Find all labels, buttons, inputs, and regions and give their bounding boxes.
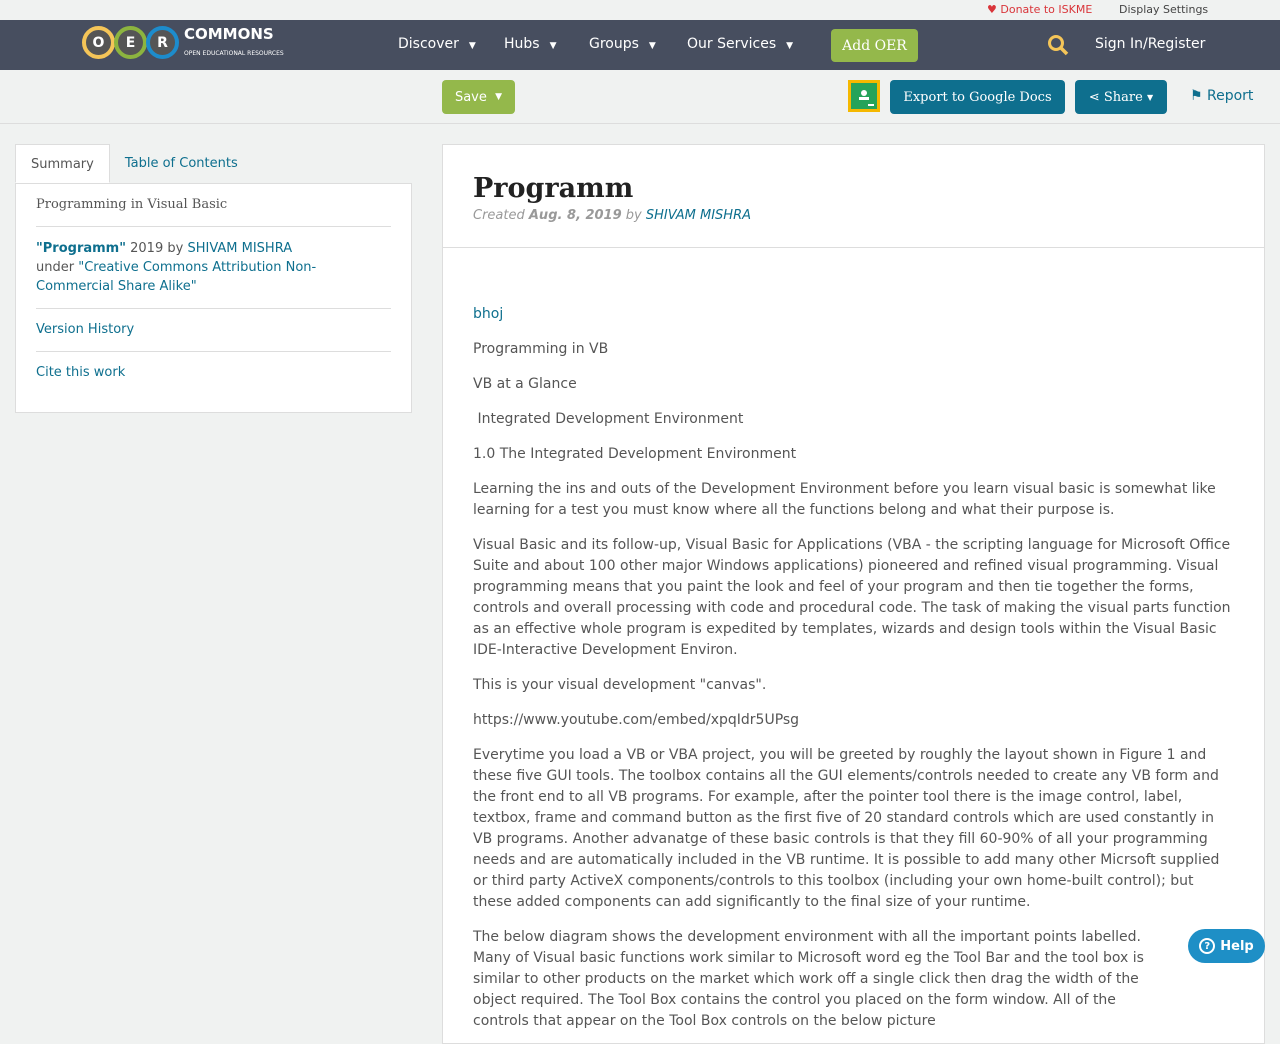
add-oer-button[interactable]: Add OER [831, 29, 918, 62]
attribution [36, 227, 391, 309]
content-body [443, 248, 1264, 1032]
share-icon: ⋖ [1088, 89, 1100, 105]
year-text: 2019 by [130, 241, 184, 256]
logo-title: COMMONS [184, 25, 274, 43]
donate-link[interactable] [987, 3, 1092, 16]
author-link[interactable]: SHIVAM MISHRA [187, 241, 293, 256]
donate-label: Donate to ISKME [1000, 3, 1093, 16]
help-button[interactable] [1188, 929, 1265, 963]
chevron-down-icon: ▼ [648, 41, 656, 51]
main-nav [0, 20, 1280, 70]
cite-link[interactable]: Cite this work [36, 365, 126, 380]
sidebar-tabs [15, 144, 253, 183]
paragraph: Visual Basic and its follow-up, Visual Basic for Applications (VBA - the scripting language for Microsoft Office Suite and about 100 other major Windows applications) pioneered and refined visual programming. Visual programming means that you paint the look and feel of your program and then tie together the forms, controls and overall processing with code and procedural code. The task of making the visual parts function as an effective whole program is expedited by templates, wizards and design tools within the Visual Basic IDE-Interactive Development Environ. [473, 537, 1231, 658]
nav-discover[interactable] [398, 36, 476, 52]
video-url: https://www.youtube.com/embed/xpqIdr5UPsg [473, 712, 800, 728]
share-button[interactable] [1075, 80, 1167, 114]
report-label: Report [1207, 88, 1254, 104]
nav-label: Hubs [504, 36, 540, 52]
logo-e: E [114, 26, 147, 59]
by-label: by [625, 208, 642, 223]
caret-down-icon: ▼ [495, 92, 503, 102]
question-icon: ? [1199, 938, 1215, 954]
paragraph: Learning the ins and outs of the Development Environment before you learn visual basic is somewhat like learning for a test you must know where all the functions belong and what their purpose is. [473, 481, 1216, 518]
version-history-section [36, 309, 391, 352]
paragraph: 1.0 The Integrated Development Environment [473, 446, 797, 462]
resource-title-link[interactable]: "Programm" [36, 241, 126, 256]
chevron-down-icon: ▼ [549, 41, 557, 51]
share-label: Share [1103, 89, 1143, 105]
save-button[interactable] [442, 80, 515, 114]
paragraph: VB at a Glance [473, 376, 577, 392]
tab-table-of-contents[interactable]: Table of Contents [124, 156, 238, 171]
chevron-down-icon: ▼ [468, 41, 476, 51]
page-title: Programm [473, 173, 634, 204]
nav-label: Our Services [687, 36, 777, 52]
save-label: Save [454, 89, 487, 105]
logo-r: R [146, 26, 179, 59]
summary-panel [15, 183, 412, 413]
nav-hubs[interactable] [504, 36, 557, 52]
paragraph: This is your visual development "canvas". [473, 677, 767, 693]
summary-text: Programming in Visual Basic [36, 184, 391, 227]
export-google-docs-button[interactable]: Export to Google Docs [890, 80, 1065, 114]
logo-subtitle: OPEN EDUCATIONAL RESOURCES [184, 50, 284, 57]
resource-header [443, 145, 1264, 248]
oer-commons-logo[interactable] [82, 26, 284, 59]
version-history-link[interactable]: Version History [36, 322, 135, 337]
help-label: Help [1220, 938, 1254, 954]
paragraph: The below diagram shows the development environment with all the important points labelled. Many of Visual basic functions work similar to Microsoft word eg the Tool Bar and the tool box is similar to other products on the market which work off a single click then drag the width of the object required. The Tool Box contains the control you placed on the form window. All of the controls that appear on the Tool Box controls on the below picture [473, 929, 1144, 1029]
chevron-down-icon: ▼ [786, 41, 794, 51]
resource-content [442, 144, 1265, 1044]
cite-section [36, 352, 391, 394]
resource-toolbar [0, 70, 1280, 124]
search-icon[interactable] [1047, 34, 1069, 56]
author-link[interactable]: SHIVAM MISHRA [645, 208, 752, 223]
heart-icon: ♥ [987, 3, 997, 16]
paragraph: Integrated Development Environment [473, 411, 744, 427]
sign-in-link[interactable]: Sign In/Register [1095, 36, 1206, 52]
report-link[interactable] [1190, 88, 1253, 104]
display-settings-link[interactable]: Display Settings [1119, 3, 1209, 16]
license-link[interactable]: "Creative Commons Attribution Non-Commercial Share Alike" [36, 260, 317, 294]
logo-o: O [82, 26, 115, 59]
flag-icon: ⚑ [1190, 88, 1203, 104]
nav-label: Discover [398, 36, 459, 52]
created-date: Aug. 8, 2019 [528, 208, 622, 223]
nav-groups[interactable] [589, 36, 656, 52]
paragraph: Programming in VB [473, 341, 609, 357]
paragraph: Everytime you load a VB or VBA project, you will be greeted by roughly the layout shown in Figure 1 and these five GUI tools. The toolbox contains all the GUI elements/controls needed to create any VB form and the front end to all VB programs. For example, after the pointer tool there is the image control, label, textbox, frame and command button as the first five of 20 standard controls which are used constantly in VB programs. Another advanatge of these basic controls is that they fill 60-90% of all your programming needs and are automatically included in the VB runtime. It is possible to add many other Micrsoft supplied or third party ActiveX components/controls to this toolbox (including your own home-built control); but these added components can add significantly to the final size of your runtime. [473, 747, 1220, 910]
bhoj-link[interactable]: bhoj [473, 306, 504, 322]
under-text: under [36, 260, 75, 275]
created-label: Created [473, 208, 525, 223]
utility-bar [0, 0, 1280, 20]
tab-summary[interactable]: Summary [15, 144, 110, 183]
google-classroom-icon[interactable] [848, 80, 880, 112]
nav-our-services[interactable] [687, 36, 793, 52]
caret-down-icon: ▼ [1146, 92, 1154, 102]
created-meta [473, 208, 1234, 223]
nav-label: Groups [589, 36, 639, 52]
link-paragraph [473, 304, 1234, 325]
